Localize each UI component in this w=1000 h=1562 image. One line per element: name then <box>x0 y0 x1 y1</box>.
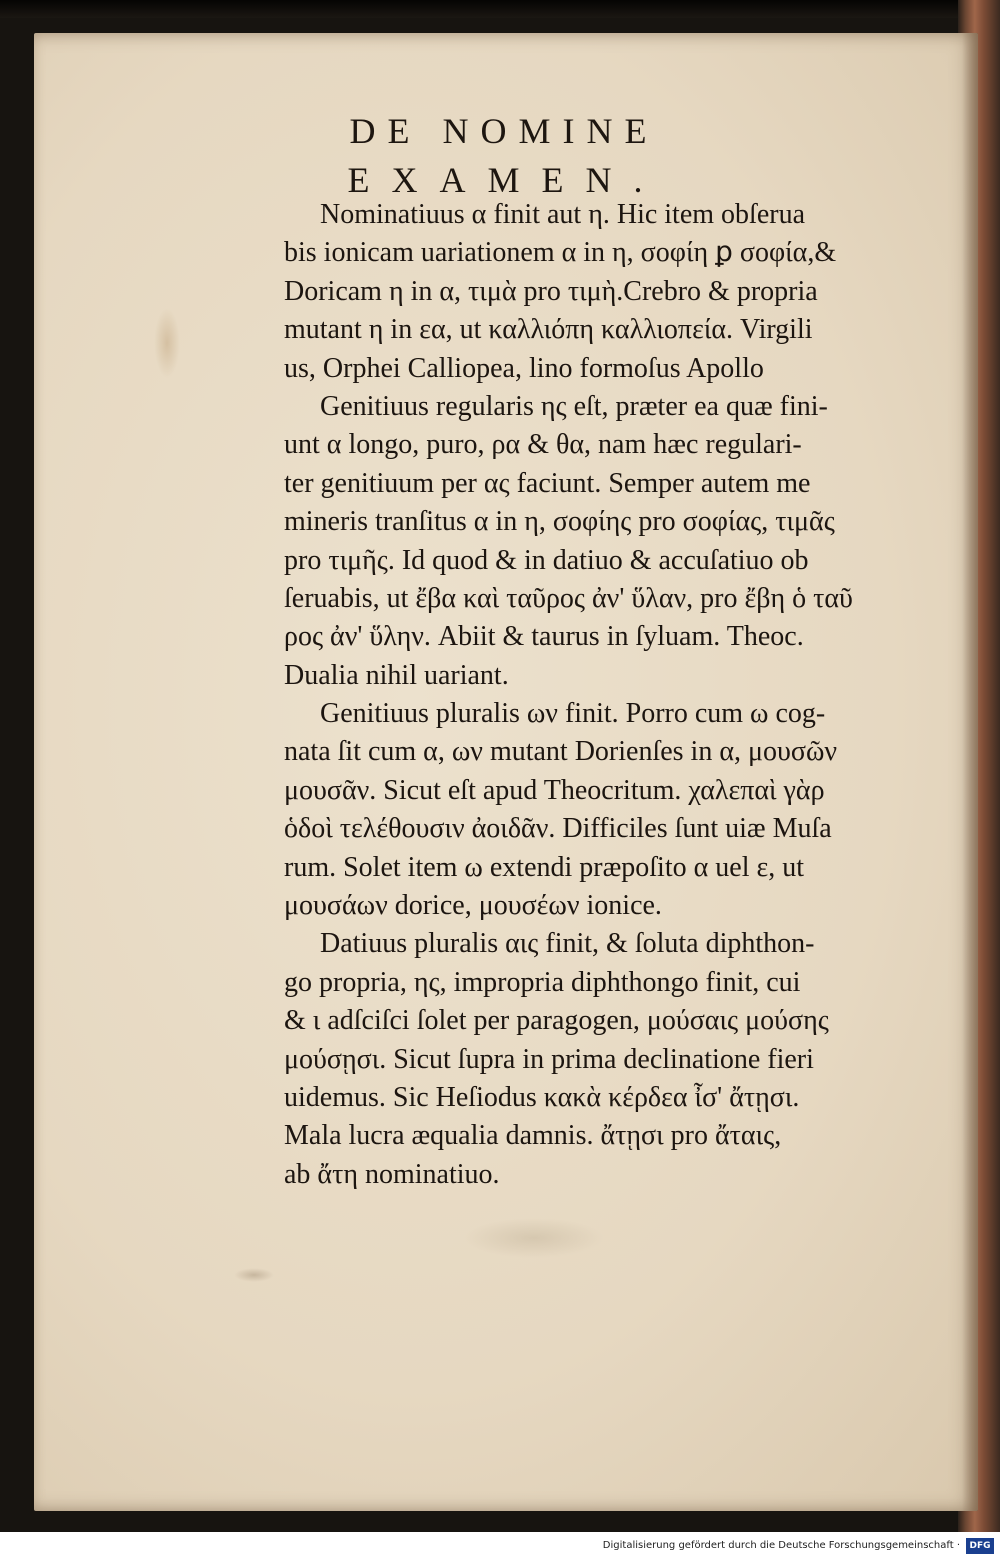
text-line: pro τιμῆς. Id quod & in datiuo & accuſatiuo ob <box>284 544 809 576</box>
paper-stain <box>154 308 180 378</box>
text-line: rum. Solet item ω extendi præpoſito α uel ε, ut <box>284 851 805 883</box>
footer-bar <box>0 1532 1000 1562</box>
show-through-mark <box>464 1218 604 1258</box>
text-line: μούσῃσι. Sicut ſupra in prima declinatione fieri <box>284 1043 814 1075</box>
text-line: mineris tranſitus α in η, σοφίης pro σοφίας, τιμᾶς <box>284 506 835 538</box>
footer-credit: Digitalisierung gefördert durch die Deutsche Forschungsgemeinschaft · <box>602 1540 960 1551</box>
dfg-logo: DFG <box>966 1538 994 1554</box>
text-line: nata ſit cum α, ων mutant Dorienſes in α, μουσῶν <box>284 736 838 768</box>
text-line: ab ἄτη nominatiuo. <box>284 1158 500 1190</box>
text-line: go propria, ης, impropria diphthongo finit, cui <box>284 966 801 998</box>
text-line: unt α longo, puro, ρα & θα, nam hæc regulari‑ <box>284 429 802 461</box>
text-line: ὁδοὶ τελέθουσιν ἀοιδᾶν. Difficiles ſunt uiæ Muſa <box>284 813 832 845</box>
body-text <box>284 196 974 1194</box>
text-line: ſeruabis, ut ἔβα καὶ ταῦρος ἀν' ὕλαν, pro ἔβη ὁ ταῦ <box>284 582 853 614</box>
scan-top-edge <box>0 0 1000 18</box>
paper-smudge <box>234 1268 274 1282</box>
text-line: Nominatiuus α finit aut η. Hic item obſerua <box>320 199 805 230</box>
text-line: uidemus. Sic Heſiodus κακὰ κέρδεα ἶσ' ἄτῃσι. <box>284 1081 800 1113</box>
text-line: & ι adſciſci ſolet per paragogen, μούσαις μούσης <box>284 1005 829 1037</box>
text-line: us, Orphei Calliopea, lino formoſus Apollo <box>284 352 764 384</box>
text-line: μουσάων dorice, μουσέων ionice. <box>284 890 662 922</box>
text-line: Mala lucra æqualia damnis. ἄτῃσι pro ἄταις, <box>284 1120 782 1152</box>
text-line: Genitiuus pluralis ων finit. Porro cum ω cog‑ <box>320 698 826 730</box>
text-line: Doricam η in α, τιμὰ pro τιμὴ.Crebro & propria <box>284 275 818 307</box>
text-line: ter genitiuum per ας faciunt. Semper autem me <box>284 467 811 499</box>
text-line: Datiuus pluralis αις finit, & ſoluta diphthon‑ <box>320 928 815 960</box>
book-page <box>34 33 978 1511</box>
heading-de-nomine: DE NOMINE <box>349 111 659 151</box>
text-line: μουσᾶν. Sicut eſt apud Theocritum. χαλεπαὶ γὰρ <box>284 774 825 806</box>
heading-examen: EXAMEN. <box>347 160 665 200</box>
text-line: bis ionicam uariationem α in η, σοφίη ꝑ σοφία,& <box>284 237 837 269</box>
text-line: Genitiuus regularis ης eſt, præter ea quæ fini‑ <box>320 390 828 422</box>
text-line: Dualia nihil uariant. <box>284 659 509 691</box>
text-line: mutant η in εα, ut καλλιόπη καλλιοπεία. Virgili <box>284 314 813 346</box>
text-line: ρος ἀν' ὕλην. Abiit & taurus in ſyluam. Theoc. <box>284 621 804 653</box>
